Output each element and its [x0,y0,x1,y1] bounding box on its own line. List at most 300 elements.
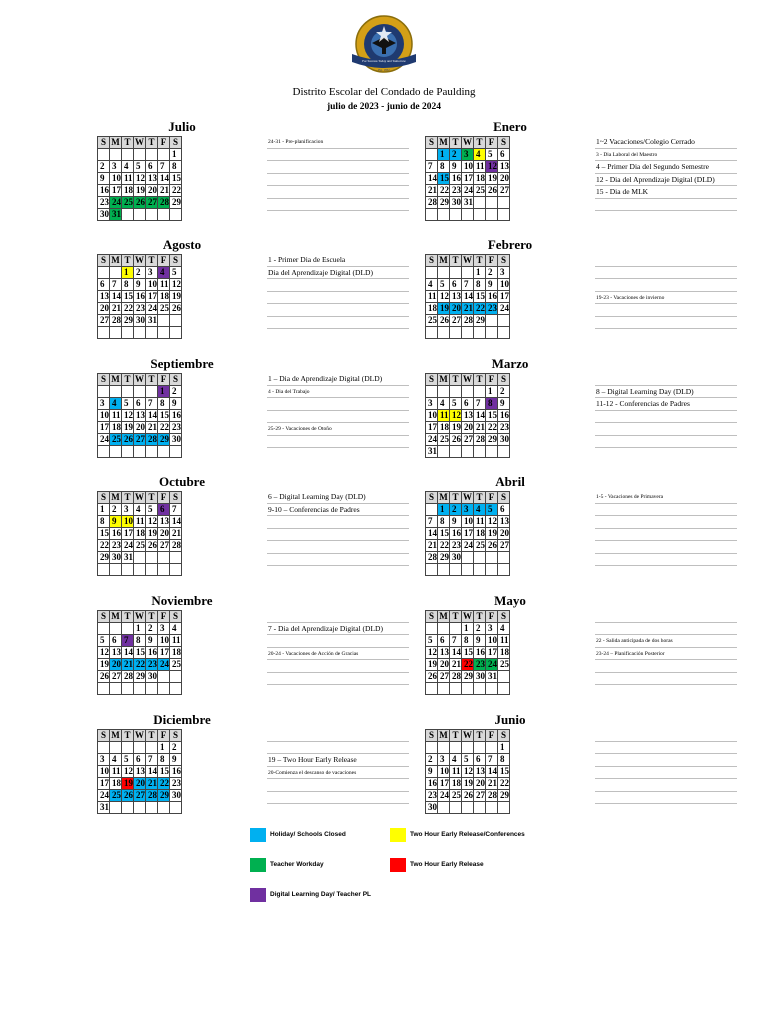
empty-cell [134,742,146,754]
day-cell: 10 [462,516,474,528]
day-cell: 9 [98,173,110,185]
empty-cell [122,386,134,398]
day-cell: 21 [426,185,438,197]
month-calendar-grid [425,729,510,814]
note-row [267,411,409,424]
day-cell: 10 [122,516,134,528]
weekday-header: S [498,137,510,149]
day-cell: 17 [146,291,158,303]
day-cell: 28 [170,540,182,552]
day-cell: 9 [450,161,462,173]
day-cell: 4 [158,267,170,279]
note-row [595,373,737,386]
day-cell: 22 [170,185,182,197]
month-calendar-grid [97,136,182,221]
weekday-header: M [111,255,120,265]
weekday-header: T [146,730,158,742]
empty-cell [122,209,134,221]
day-cell: 21 [462,303,474,315]
day-cell: 13 [110,647,122,659]
day-cell: 16 [110,528,122,540]
empty-cell [426,564,438,576]
day-cell: 28 [158,197,170,209]
empty-cell [134,683,146,695]
day-cell: 23 [170,778,182,790]
note-row [595,729,737,742]
empty-cell [170,683,182,695]
month-notes [267,373,409,448]
note-row [595,673,737,686]
day-cell: 13 [146,173,158,185]
day-cell: 25 [158,303,170,315]
day-cell: 19 [134,185,146,197]
day-cell: 2 [486,267,498,279]
day-cell: 7 [122,635,134,647]
weekday-header: F [486,730,498,742]
day-cell: 20 [498,528,510,540]
day-cell: 26 [134,197,146,209]
day-cell: 17 [122,528,134,540]
day-cell: 12 [122,410,134,422]
empty-cell [474,197,486,209]
empty-cell [450,386,462,398]
day-cell: 31 [146,315,158,327]
day-cell: 27 [98,315,110,327]
month-name: Abril [495,474,525,489]
day-cell: 27 [498,185,510,197]
weekday-header: W [135,730,144,740]
day-cell: 28 [462,315,474,327]
day-cell: 7 [170,504,182,516]
day-cell: 14 [146,766,158,778]
day-cell: 23 [486,303,498,315]
day-cell: 21 [122,659,134,671]
day-cell: 10 [158,635,170,647]
note-row [595,504,737,517]
day-cell: 9 [426,766,438,778]
empty-cell [158,802,170,814]
day-cell: 20 [450,303,462,315]
day-cell: 22 [438,185,450,197]
day-cell: 10 [498,279,510,291]
note-row [267,186,409,199]
day-cell: 19 [426,659,438,671]
note-row [595,423,737,436]
empty-cell [110,446,122,458]
empty-cell [170,552,182,564]
day-cell: 2 [426,754,438,766]
weekday-header: M [439,611,448,621]
empty-cell [122,742,134,754]
weekday-header: M [439,492,448,502]
day-cell: 27 [134,790,146,802]
legend-swatch [390,828,406,842]
weekday-header: S [98,611,110,623]
empty-cell [462,386,474,398]
day-cell: 11 [426,291,438,303]
day-cell: 28 [110,315,122,327]
empty-cell [170,446,182,458]
empty-cell [98,446,110,458]
day-cell: 6 [450,279,462,291]
weekday-header: T [122,137,134,149]
day-cell: 2 [98,161,110,173]
month-name: Marzo [491,356,529,371]
empty-cell [438,623,450,635]
empty-cell [498,209,510,221]
day-cell: 4 [498,623,510,635]
day-cell: 3 [98,754,110,766]
day-cell: 18 [134,528,146,540]
day-cell: 5 [486,504,498,516]
day-cell: 6 [498,149,510,161]
day-cell: 19 [438,303,450,315]
day-cell: 6 [498,504,510,516]
day-cell: 19 [462,778,474,790]
day-cell: 4 [110,754,122,766]
weekday-header: S [98,374,110,386]
weekday-header: S [170,730,182,742]
day-cell: 3 [438,754,450,766]
empty-cell [486,742,498,754]
day-cell: 27 [498,540,510,552]
empty-cell [158,671,170,683]
weekday-header: S [426,137,438,149]
day-cell: 6 [134,754,146,766]
month-notes [267,254,409,329]
day-cell: 23 [426,790,438,802]
day-cell: 25 [110,434,122,446]
day-cell: 2 [170,742,182,754]
day-cell: 15 [158,766,170,778]
day-cell: 14 [146,410,158,422]
empty-cell [158,327,170,339]
month-calendar-grid [97,610,182,695]
empty-cell [426,327,438,339]
note-row [595,767,737,780]
day-cell: 5 [134,161,146,173]
day-cell: 22 [474,303,486,315]
day-cell: 13 [134,410,146,422]
day-cell: 9 [134,279,146,291]
empty-cell [438,802,450,814]
note-row: 7 - Dia del Aprendizaje Digital (DLD) [267,623,409,636]
day-cell: 28 [486,790,498,802]
day-cell: 16 [98,185,110,197]
day-cell: 17 [486,647,498,659]
day-cell: 2 [450,149,462,161]
day-cell: 21 [450,659,462,671]
day-cell: 8 [498,754,510,766]
day-cell: 22 [486,422,498,434]
empty-cell [438,327,450,339]
day-cell: 1 [134,623,146,635]
note-row [595,317,737,330]
day-cell: 31 [462,197,474,209]
empty-cell [498,446,510,458]
empty-cell [134,802,146,814]
day-cell: 11 [134,516,146,528]
day-cell: 16 [426,778,438,790]
day-cell: 30 [474,671,486,683]
weekday-header: T [474,374,486,386]
legend-label: Digital Learning Day/ Teacher PL [270,891,372,898]
day-cell: 10 [486,635,498,647]
month-name: Mayo [494,593,526,608]
day-cell: 13 [438,647,450,659]
month-name: Enero [493,119,527,134]
weekday-header: F [486,374,498,386]
day-cell: 22 [98,540,110,552]
day-cell: 18 [110,422,122,434]
note-row [595,610,737,623]
note-row [267,729,409,742]
day-cell: 13 [498,161,510,173]
day-cell: 23 [450,540,462,552]
day-cell: 16 [450,528,462,540]
day-cell: 2 [134,267,146,279]
month-name: Septiembre [150,356,214,371]
day-cell: 23 [450,185,462,197]
day-cell: 14 [110,291,122,303]
note-row [595,529,737,542]
day-cell: 25 [498,659,510,671]
day-cell: 5 [438,279,450,291]
day-cell: 25 [426,315,438,327]
note-row [267,660,409,673]
day-cell: 22 [498,778,510,790]
day-cell: 17 [438,778,450,790]
month-calendar-grid [425,491,510,576]
day-cell: 11 [498,635,510,647]
day-cell: 16 [498,410,510,422]
empty-cell [110,149,122,161]
day-cell: 20 [110,659,122,671]
weekday-header: S [426,611,438,623]
note-row: 20-Comienza el descanso de vacaciones [267,767,409,780]
empty-cell [122,564,134,576]
day-cell: 9 [498,398,510,410]
empty-cell [134,209,146,221]
empty-cell [462,267,474,279]
day-cell: 11 [110,766,122,778]
day-cell: 1 [486,386,498,398]
weekday-header: T [146,137,158,149]
day-cell: 24 [98,434,110,446]
day-cell: 9 [474,635,486,647]
note-row [595,541,737,554]
legend-label: Teacher Workday [270,861,324,868]
weekday-header: F [486,492,498,504]
empty-cell [450,742,462,754]
weekday-header: M [111,137,120,147]
day-cell: 5 [146,504,158,516]
day-cell: 18 [170,647,182,659]
day-cell: 22 [462,659,474,671]
empty-cell [450,683,462,695]
empty-cell [146,327,158,339]
legend-swatch [250,858,266,872]
day-cell: 3 [110,161,122,173]
day-cell: 8 [134,635,146,647]
day-cell: 28 [122,671,134,683]
weekday-header: W [463,730,472,740]
day-cell: 15 [122,291,134,303]
weekday-header: W [135,611,144,621]
day-cell: 7 [110,279,122,291]
day-cell: 19 [122,422,134,434]
weekday-header: S [498,611,510,623]
day-cell: 23 [474,659,486,671]
weekday-header: W [135,137,144,147]
day-cell: 11 [438,410,450,422]
note-row: 1 - Primer Dia de Escuela [267,254,409,267]
note-row [267,436,409,449]
day-cell: 25 [474,185,486,197]
empty-cell [426,742,438,754]
day-cell: 12 [146,516,158,528]
day-cell: 5 [462,754,474,766]
empty-cell [134,327,146,339]
day-cell: 19 [98,659,110,671]
empty-cell [462,802,474,814]
day-cell: 4 [450,754,462,766]
month-notes [595,491,737,566]
day-cell: 20 [98,303,110,315]
day-cell: 2 [498,386,510,398]
day-cell: 24 [438,790,450,802]
weekday-header: T [450,492,462,504]
day-cell: 1 [498,742,510,754]
empty-cell [170,564,182,576]
empty-cell [158,683,170,695]
day-cell: 14 [122,647,134,659]
legend-label: Two Hour Early Release/Conferences [410,831,525,838]
empty-cell [158,564,170,576]
day-cell: 17 [98,778,110,790]
note-row [595,436,737,449]
month-calendar-grid [425,136,510,221]
empty-cell [462,446,474,458]
weekday-header: M [439,255,448,265]
day-cell: 23 [98,197,110,209]
day-cell: 4 [134,504,146,516]
day-cell: 19 [486,173,498,185]
day-cell: 24 [122,540,134,552]
empty-cell [474,327,486,339]
weekday-header: S [498,492,510,504]
day-cell: 20 [158,528,170,540]
empty-cell [450,564,462,576]
day-cell: 29 [438,197,450,209]
day-cell: 7 [146,754,158,766]
weekday-header: W [463,374,472,384]
empty-cell [498,552,510,564]
day-cell: 26 [122,434,134,446]
day-cell: 21 [146,422,158,434]
empty-cell [438,683,450,695]
note-row: 25-29 - Vacaciones de Otoño [267,423,409,436]
day-cell: 31 [426,446,438,458]
day-cell: 14 [462,291,474,303]
day-cell: 7 [146,398,158,410]
day-cell: 2 [474,623,486,635]
empty-cell [474,683,486,695]
day-cell: 16 [146,647,158,659]
day-cell: 3 [426,398,438,410]
day-cell: 26 [122,790,134,802]
weekday-header: F [158,730,170,742]
empty-cell [486,446,498,458]
day-cell: 8 [98,516,110,528]
weekday-header: S [498,374,510,386]
day-cell: 20 [146,185,158,197]
empty-cell [98,386,110,398]
day-cell: 1 [170,149,182,161]
empty-cell [486,683,498,695]
day-cell: 23 [134,303,146,315]
empty-cell [134,149,146,161]
day-cell: 5 [450,398,462,410]
empty-cell [426,683,438,695]
weekday-header: M [439,374,448,384]
day-cell: 23 [110,540,122,552]
weekday-header: T [122,374,134,386]
day-cell: 14 [170,516,182,528]
empty-cell [438,209,450,221]
weekday-header: F [486,611,498,623]
day-cell: 7 [450,635,462,647]
day-cell: 18 [158,291,170,303]
day-cell: 19 [486,528,498,540]
weekday-header: M [111,611,120,621]
empty-cell [146,149,158,161]
day-cell: 14 [450,647,462,659]
empty-cell [450,327,462,339]
day-cell: 18 [474,173,486,185]
day-cell: 18 [438,422,450,434]
note-row [267,304,409,317]
weekday-header: W [135,492,144,502]
empty-cell [486,327,498,339]
day-cell: 6 [438,635,450,647]
month-calendar-grid [97,254,182,339]
empty-cell [486,315,498,327]
month-calendar-grid [425,254,510,339]
empty-cell [98,267,110,279]
empty-cell [498,315,510,327]
day-cell: 24 [158,659,170,671]
day-cell: 5 [122,398,134,410]
empty-cell [450,802,462,814]
weekday-header: T [146,255,158,267]
day-cell: 11 [110,410,122,422]
weekday-header: F [486,137,498,149]
day-cell: 28 [146,434,158,446]
day-cell: 15 [134,647,146,659]
weekday-header: T [450,611,462,623]
weekday-header: S [170,611,182,623]
weekday-header: M [111,730,120,740]
empty-cell [486,209,498,221]
empty-cell [462,683,474,695]
day-cell: 27 [146,197,158,209]
note-row [267,174,409,187]
day-cell: 10 [438,766,450,778]
note-row: Dia del Aprendizaje Digital (DLD) [267,267,409,280]
day-cell: 15 [438,528,450,540]
empty-cell [498,197,510,209]
